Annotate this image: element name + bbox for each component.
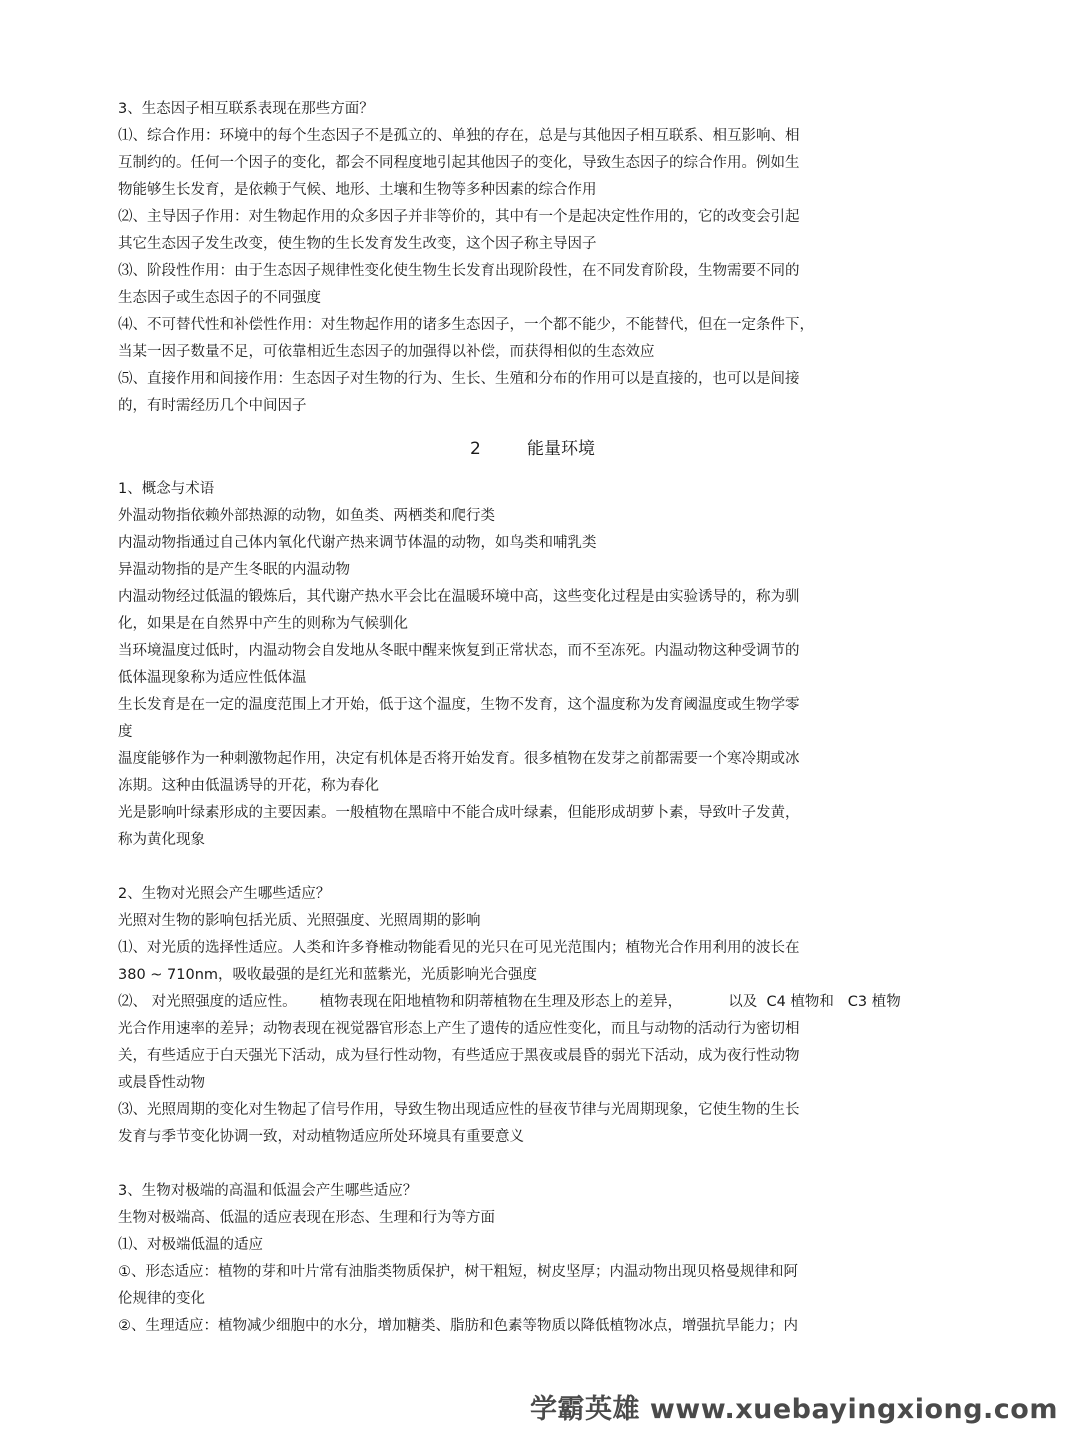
text-line: ②、生理适应：植物减少细胞中的水分，增加糖类、脂肪和色素等物质以降低植物冰点，增强抗旱能力；内	[118, 1318, 798, 1334]
text-line: 互制约的。任何一个因子的变化，都会不同程度地引起其他因子的变化，导致生态因子的综合作用。例如生	[118, 155, 800, 171]
text-line: 内温动物经过低温的锻炼后，其代谢产热水平会比在温暖环境中高，这些变化过程是由实验诱导的，称为驯	[118, 589, 800, 605]
text-line: 外温动物指依赖外部热源的动物，如鱼类、两栖类和爬行类	[118, 508, 495, 524]
paragraph-block-concepts	[118, 476, 968, 854]
text-line: ⑴、对极端低温的适应	[118, 1237, 263, 1253]
text-line: ⑷、不可替代性和补偿性作用：对生物起作用的诸多生态因子，一个都不能少，不能替代，但在一定条件下，	[118, 317, 814, 333]
text-line: 的，有时需经历几个中间因子	[118, 398, 307, 414]
text-line: 称为黄化现象	[118, 832, 205, 848]
section-title: 能量环境	[527, 439, 595, 459]
text-line: 光是影响叶绿素形成的主要因素。一般植物在黑暗中不能合成叶绿素，但能形成胡萝卜素，导致叶子发黄，	[118, 805, 800, 821]
text-line: ⑵、主导因子作用：对生物起作用的众多因子并非等价的，其中有一个是起决定性作用的，它的改变会引起	[118, 209, 800, 225]
text-line: ⑸、直接作用和间接作用：生态因子对生物的行为、生长、生殖和分布的作用可以是直接的，也可以是间接	[118, 371, 800, 387]
text-line: ①、形态适应：植物的芽和叶片常有油脂类物质保护，树干粗短，树皮坚厚；内温动物出现贝格曼规律和阿	[118, 1264, 798, 1280]
text-line: 异温动物指的是产生冬眠的内温动物	[118, 562, 350, 578]
text-line: 发育与季节变化协调一致，对动植物适应所处环境具有重要意义	[118, 1129, 524, 1145]
text-line: 低体温现象称为适应性低体温	[118, 670, 307, 686]
text-line: 光照对生物的影响包括光质、光照强度、光照周期的影响	[118, 913, 481, 929]
text-line: 3、生态因子相互联系表现在那些方面？	[118, 101, 374, 117]
text-line: 生物对极端高、低温的适应表现在形态、生理和行为等方面	[118, 1210, 495, 1226]
paragraph-block-factors	[118, 96, 968, 420]
text-line: ⑴、对光质的选择性适应。人类和许多脊椎动物能看见的光只在可见光范围内；植物光合作用利用的波长在	[118, 940, 800, 956]
text-line: 当环境温度过低时，内温动物会自发地从冬眠中醒来恢复到正常状态，而不至冻死。内温动物这种受调节的	[118, 643, 800, 659]
section-heading	[118, 426, 968, 472]
text-line: 温度能够作为一种刺激物起作用，决定有机体是否将开始发育。很多植物在发芽之前都需要一个寒冷期或冰	[118, 751, 800, 767]
section-number: 2	[470, 439, 481, 459]
text-line: ⑶、阶段性作用：由于生态因子规律性变化使生物生长发育出现阶段性，在不同发育阶段，生物需要不同的	[118, 263, 800, 279]
text-line: 关，有些适应于白天强光下活动，成为昼行性动物，有些适应于黑夜或晨昏的弱光下活动，成为夜行性动物	[118, 1048, 800, 1064]
text-line: 或晨昏性动物	[118, 1075, 205, 1091]
paragraph-gap	[118, 1151, 968, 1178]
text-line: 生长发育是在一定的温度范围上才开始，低于这个温度，生物不发育，这个温度称为发育阈温度或生物学零	[118, 697, 800, 713]
paragraph-gap	[118, 854, 968, 881]
text-line: 2、生物对光照会产生哪些适应？	[118, 886, 331, 902]
paragraph-block-temperature	[118, 1178, 968, 1340]
document-page	[118, 96, 968, 1340]
watermark: 学霸英雄 www.xuebayingxiong.com	[529, 1394, 1058, 1425]
text-line: 380 ~ 710nm，吸收最强的是红光和蓝紫光，光质影响光合强度	[118, 967, 538, 983]
text-line: ⑶、光照周期的变化对生物起了信号作用，导致生物出现适应性的昼夜节律与光周期现象，它使生物的生长	[118, 1102, 800, 1118]
text-line: 1、概念与术语	[118, 481, 215, 497]
text-line: ⑵、 对光照强度的适应性。 植物表现在阳地植物和阴蒂植物在生理及形态上的差异， 以及 C4 植物和 C3 植物	[118, 994, 901, 1010]
text-line: ⑴、综合作用：环境中的每个生态因子不是孤立的、单独的存在，总是与其他因子相互联系、相互影响、相	[118, 128, 800, 144]
text-line: 物能够生长发育，是依赖于气候、地形、土壤和生物等多种因素的综合作用	[118, 182, 597, 198]
text-line: 其它生态因子发生改变，使生物的生长发育发生改变，这个因子称主导因子	[118, 236, 597, 252]
text-line: 光合作用速率的差异；动物表现在视觉器官形态上产生了遗传的适应性变化，而且与动物的活动行为密切相	[118, 1021, 800, 1037]
text-line: 当某一因子数量不足，可依靠相近生态因子的加强得以补偿，而获得相似的生态效应	[118, 344, 655, 360]
text-line: 伦规律的变化	[118, 1291, 205, 1307]
text-line: 化，如果是在自然界中产生的则称为气候驯化	[118, 616, 408, 632]
text-line: 内温动物指通过自己体内氧化代谢产热来调节体温的动物，如鸟类和哺乳类	[118, 535, 597, 551]
text-line: 3、生物对极端的高温和低温会产生哪些适应？	[118, 1183, 418, 1199]
paragraph-block-light	[118, 881, 968, 1151]
text-line: 度	[118, 724, 133, 740]
text-line: 冻期。这种由低温诱导的开花，称为春化	[118, 778, 379, 794]
text-line: 生态因子或生态因子的不同强度	[118, 290, 321, 306]
